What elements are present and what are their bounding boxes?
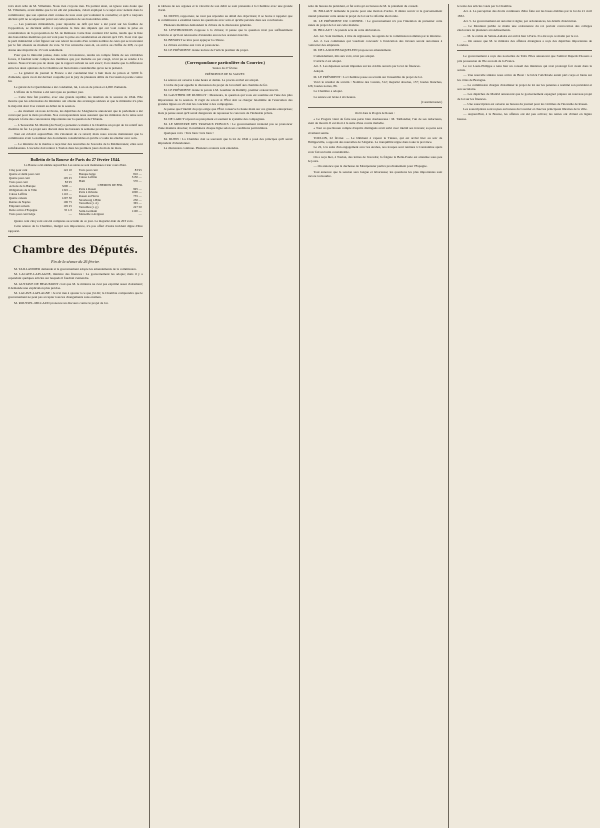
paragraph: nette du bureau du président, et fut renvoyé au bureau de M. le président du conseil. <box>307 4 419 8</box>
paragraph: M. GAUTHIER DE RUMILLY : Messieurs, la question qui vous est soumise est l'une des plus importantes de la session. Il s'agit de savoir si l'État doit se charger lui-même de l'exécution des grandes lignes ou s'il doit les concéder à des compagnies. <box>157 93 293 106</box>
rate-label: Versailles (r. d.) <box>78 201 99 206</box>
rate-label: Quatre canaux <box>9 196 27 201</box>
column-2 <box>158 4 300 828</box>
rate-value: 735 — <box>133 193 142 198</box>
column-1 <box>8 4 150 828</box>
paragraph: Art. 1er. Sont institués, à titre de régisseurs, les agents de la commission nommés par le ministre. <box>313 33 442 38</box>
paragraph: La Chambre a adopté. <box>313 89 343 94</box>
paragraph: M. LACAVE-LAPLAGNE, ministre des finances : Le gouvernement les adopte; mais il y a cependant quelques articles sur lesquels il faudrait s'entendre. <box>8 272 143 281</box>
rate-value: 1000 — <box>131 190 142 195</box>
paragraph: Art. 3. Les dépenses seront imputées sur les crédits ouverts par la loi de finances. <box>313 64 421 68</box>
rate-value: 105 25 <box>63 204 72 209</box>
paragraph: — On annonce que la duchesse de Montpensier partira prochainement pour l'Espagne. <box>313 164 428 169</box>
rate-value: — <box>68 212 72 217</box>
rate-label: Actions de la Banque <box>9 184 36 189</box>
paragraph: Cette séance de la Chambre, malgré son importance, n'a pas offert d'autre incident digne d'être rapporté. <box>8 224 143 233</box>
paragraph: — Le Moniteur publie ce matin une ordonnance du roi portant convocation des collèges électoraux de plusieurs arrondissements. <box>457 24 592 33</box>
paragraph: Quatre cent cinq voix ont été comptées au scrutin de ce jour. La majorité était de 203 voix. <box>14 219 134 224</box>
paragraph: — On assure que M. le ministre des affaires étrangères a reçu des dépêches importantes de Londres. <box>457 38 592 47</box>
paragraph: M. TAILLANDIER demande si le gouvernement adopte les amendements de la commission. <box>14 266 137 271</box>
section-header: On lit dans le Progrès de Rouen : <box>355 110 395 115</box>
rate-value: 5150 — <box>131 175 142 180</box>
rate-value: 83 95 <box>134 168 142 172</box>
bourse-title: Bulletin de la Bourse de Paris du 27 février 1844. <box>30 157 121 162</box>
paragraph: Quelques voix : Très bien ! très bien ! <box>163 131 214 136</box>
paragraph: voix était celle de M. Villemain. Nous n'en croyons rien. En parlant ainsi, on ignore sans doute que M. Villemain, avant même que la loi eût été présentée, s'était expliqué à ce sujet avec netteté dans la commission; que son opinion était connue de tous ceux qui voulaient la connaître; et qu'il a toujours déclaré qu'il ne se séparerait point sur cette question de ses honorables amis. <box>8 4 143 21</box>
paragraph: Les souscriptions sont reçues au bureau du Courrier et chez les principaux libraires de la ville. <box>463 107 588 111</box>
rate-value: — <box>68 172 72 177</box>
paragraph: Voici le résultat du scrutin : Nombre des votants, 312; majorité absolue, 157; boules blanches, 226; boules noires, 86. <box>307 79 443 88</box>
rate-value: 230 — <box>133 197 142 202</box>
table-row <box>78 213 143 217</box>
paragraph: — Le ministre de la marine a reçu hier des nouvelles de l'escadre de la Méditerranée; elles sont satisfaisantes. L'escadre doit rentrer à Toulon dans les premiers jours du mois de mars. <box>8 141 143 150</box>
paragraph: Tout est éclairci aujourd'hui. On s'étonnait de ce retard; mais nous savons maintenant que la commission avait à examiner des documents considérables et qu'elle a voulu les étudier avec soin. <box>8 132 143 141</box>
rates-table-right <box>78 169 143 217</box>
divider <box>158 56 293 57</box>
paragraph: — L'honorable M. Martin (du Nord) a présenté ce matin à la Chambre un projet de loi relatif aux chemins de fer. Le projet sera discuté dans les bureaux la semaine prochaine. <box>8 122 143 131</box>
paragraph: M. DE LARCY répond au préopinant et soutient le système des compagnies. <box>163 116 266 121</box>
rate-value: 1345 — <box>61 188 72 193</box>
rate-value: 570 — <box>133 179 142 184</box>
rate-value: 1297 50 <box>61 196 72 201</box>
rate-label: Paris à Rouen <box>78 186 97 191</box>
session-title: (Correspondance particulière du Courrier.) <box>185 59 265 65</box>
rate-label: Trois pour cent <box>78 168 98 172</box>
paragraph: Plusieurs membres demandent la clôture de la discussion générale. <box>163 23 252 27</box>
divider <box>8 236 143 237</box>
rates-table-left <box>8 169 73 217</box>
divider <box>457 50 592 51</box>
rate-label: Quatre pour cent <box>9 176 30 181</box>
paragraph: La séance est levée à six heures. <box>313 94 357 99</box>
rate-label: Marseille à Avignon <box>78 212 104 217</box>
rate-value: 3200 — <box>61 184 72 189</box>
paragraph: Adopté. <box>313 69 325 74</box>
rate-label: Rentes de Naples <box>9 200 31 205</box>
paragraph: le tableau de ses organes et la véracité de son débit se sont présentés à la Chambre avec une grande clarté. <box>157 4 293 13</box>
rate-label: Banque belge <box>78 171 96 176</box>
session-subtitle: Séance du 27 février. <box>212 65 238 70</box>
rate-label: Paris à Orléans <box>78 190 98 195</box>
column-3 <box>308 4 450 828</box>
paragraph: M. LACAVE-LAPLAGNE : Je n'ai rien à ajouter à ce que j'ai dit; la Chambre comprendra que le gouvernement ne peut pas accepter tous les changements sans examen. <box>8 291 143 300</box>
rate-label: Dette active d'Espagne <box>9 208 38 213</box>
rate-label: Caisse Laffitte <box>78 175 97 180</box>
rate-value: 105 25 <box>63 176 72 181</box>
rate-label: Trois pour cent <box>9 180 28 185</box>
paragraph: — Cette liste fait paraître, avec une grande rapidité, les résultats de la session de 1844. Elle montre que les adversaires du ministère ont obtenu des avantages sérieux et que le ministère n'a plus la majorité dont il se vantait au début de la session. <box>8 95 143 108</box>
paragraph: M. LE PRÉSIDENT donne lecture de l'article premier du projet. <box>163 48 249 53</box>
paragraph: Pour que la minorité puisse, dans cette circonstance, rendre un compte fidèle de ses véritables forces, il faudrait tenir compte des membres qui, par maladie ou par congé, n'ont pu se rendre à la séance. Nous n'avons pas de doute que le rapport suivant ne soit exact; il en résulte que la différence entre les deux opinions de la Chambre est bien moins considérable qu'on ne le prétend. <box>8 52 143 70</box>
president-line: PRÉSIDENCE DE M. SAUZET. <box>205 71 246 76</box>
rate-label: Emprunt romain <box>9 204 30 209</box>
rate-value: 1100 — <box>131 208 142 213</box>
col1-top <box>8 4 143 150</box>
rate-label: Obligations de la Ville <box>9 188 37 193</box>
paragraph: — Au moment où nous écrivons, les dépêches de l'Angleterre annoncent que le parlement a été convoqué pour le mois prochain. Nos correspondants nous assurent que les ministres de la reine sont disposés à faire des concessions importantes sur la question de l'Irlande. <box>8 108 143 122</box>
paragraph: — Les dépêches de Madrid annoncent que le gouvernement espagnol prépare un nouveau projet de loi sur les finances. <box>457 92 592 101</box>
rate-label: Haïti <box>78 179 86 184</box>
paragraph: La discussion continue. Plusieurs orateurs sont entendus. <box>163 146 239 150</box>
source-credit: (Constitutionnel.) <box>421 99 443 104</box>
paragraph: Le gérant de la Quotidienne a été condamné, lui, à un an de prison et 4,000 d'amende. <box>14 84 128 89</box>
rate-label: Quatre et demi pour cent <box>9 172 40 177</box>
chambre-subtitle: Fin de la séance du 26 février. <box>51 258 100 264</box>
rates-section-header: CHEMINS DE FER. <box>97 182 123 187</box>
paragraph: M. BILLAUT demande la parole pour une motion d'ordre. Il désire savoir si le gouvernement entend présenter cette année le projet de loi sur la réforme électorale. <box>307 9 443 18</box>
rate-label: Versailles (r. g.) <box>78 205 99 210</box>
paragraph: M. BENOIST se lève pour appuyer la clôture. <box>163 37 225 42</box>
paragraph: La clôture est mise aux voix et prononcée. <box>163 43 220 47</box>
paragraph: — Le général du journal la France a été condamné hier à huit mois de prison et 3,000 fr. d'amende, après avoir été déclaré coupable par le jury de plusieurs délits de l'accusation portée contre lui. <box>8 70 143 84</box>
rate-label: Cinq pour cent <box>9 168 28 173</box>
rate-value: 122 10 <box>63 168 72 173</box>
rate-value: 995 — <box>133 186 142 191</box>
paragraph: Art. 2. Les communes qui voudront concourir à l'exécution des travaux seront autorisées à contracter des emprunts. <box>307 38 443 47</box>
paragraph: — M. le comte de Sainte-Aulaire est arrivé hier à Paris. Il a été reçu ce matin par le roi. <box>463 33 579 38</box>
paragraph: « Le Progrès vient de faire une perte bien douloureuse : M. Taillandier, l'un de ses rédacteurs, vient de mourir. Il est mort à la suite d'une courte maladie. <box>307 116 443 125</box>
paragraph: — Une nouvelle sinistre nous arrive de Brest : le brick l'Alcibiade aurait péri corps et biens sur les côtes de Bretagne. <box>457 73 592 82</box>
bourse-subtitle: La Bourse a été animée aujourd'hui. Les rentes se sont maintenues à leur cours d'hier. <box>24 163 127 167</box>
paragraph: TOULON, 22 février. — Le bâtiment à vapeur le Ténare, qui est arrivé hier au soir de Philippeville, a apporté des nouvelles de l'Algérie. La tranquillité règne dans toute la province. <box>307 135 443 144</box>
paragraph: M. LE PRÉSIDENT donne la parole à M. Gauthier de Rumilly, premier orateur inscrit. <box>163 88 279 92</box>
paragraph: M. DUPIN, rapporteur, ne veut pas répondre au détail des objections; il se borne à rappeler que la commission a examiné toutes les questions avec soin et qu'elle persiste dans ses conclusions. <box>157 13 293 22</box>
paragraph: M. LESTIBOUDOIS s'oppose à la clôture; il pense que la question n'est pas suffisamment éclaircie et qu'il est nécessaire d'entendre encore les orateurs inscrits. <box>157 28 293 37</box>
paragraph: L'affaire de la Nation a été renvoyée au premier jour. <box>14 89 84 94</box>
rate-label: Strasbourg à Bâle <box>78 197 101 202</box>
paragraph: — Une souscription est ouverte au bureau du journal pour les victimes de l'incendie de Rouen. <box>463 101 588 106</box>
paragraph: On a reçu hier, à Toulon, des lettres de l'escadre; la frégate la Belle-Poule est attendue sous peu de jours. <box>307 154 443 163</box>
paragraph: Tout annonce que la session sera longue et laborieuse; les questions les plus importantes sont encore à résoudre. <box>307 169 443 178</box>
rates-tables <box>8 169 143 217</box>
paragraph: Art. 5. Le gouvernement est autorisé à régler, par ordonnances, les détails d'exécution. <box>463 18 577 23</box>
paragraph: M. GUSTAVE DE BEAUMONT croit que M. le ministre ne s'est pas exprimé assez clairement; il demande une explication plus précise. <box>8 281 143 290</box>
paragraph: L'amendement, mis aux voix, n'est pas adopté. <box>313 53 375 58</box>
text-columns <box>8 4 592 828</box>
paragraph: M. LE PRÉSIDENT DU CONSEIL : Le gouvernement n'a pas l'intention de présenter cette année de projet de loi sur cette matière. <box>307 18 443 27</box>
paragraph: — Les journaux ministériels, pour répondre au défi qui leur a été porté sur les feuilles de l'opposition, se décident enfin à reproduire la liste des députés qui ont voté contre la prise en considération de la proposition de M. de Rémusat. Cette liste contient 222 noms, tandis que la liste des honorables membres qui ont voté pour la prise en considération en élevait qu'à 195. Il est vrai que le parti ministériel a fait figurer sur son relevé les noms d'un certain nombre de ceux qui se trouvaient par le fait absents au moment du vote. Si l'on retranche ceux-là, on arrive au chiffre de 208, ce qui donne une majorité de 13 voix seulement. <box>8 22 143 52</box>
table-row <box>8 213 73 217</box>
rate-value: 1110 — <box>62 192 72 197</box>
paragraph: Je pense que l'intérêt du pays exige que l'État conserve la haute main sur ces grandes entreprises; mais je pense aussi qu'il serait dangereux de repousser le concours de l'industrie privée. <box>157 107 293 116</box>
column-4 <box>457 4 592 828</box>
rate-value: 227 50 <box>133 205 142 210</box>
paragraph: L'ordre du jour appelle la discussion du projet de loi relatif aux chemins de fer. <box>163 82 268 87</box>
paragraph: M. LE MINISTRE DES TRAVAUX PUBLICS : Le gouvernement n'entend pas se prononcer d'une manière absolue; il examinera chaque ligne selon ses conditions particulières. <box>157 121 293 130</box>
rate-label: Trois pour cent belge <box>9 212 36 217</box>
divider <box>308 107 443 108</box>
paragraph: Le 22, à la suite d'un engagement avec les Arabes, nos troupes sont rentrées à Constantine après avoir fait un butin considérable. <box>307 145 443 154</box>
paragraph: La séance est ouverte à une heure et demie. Le procès-verbal est adopté. <box>163 77 259 82</box>
paragraph: M. DE LA ROCHEJAQUELEIN propose un amendement. <box>313 48 392 53</box>
paragraph: M. DUPIN : La Chambre doit se souvenir que la loi de 1842 a posé des principes qu'il serait imprudent d'abandonner. <box>157 136 293 145</box>
paragraph: Art. 4. La perception des droits continuera d'être faite sur les bases établies par la loi du 21 avril 1832. <box>457 9 592 18</box>
chambre-title: Chambre des Députés. <box>12 241 139 256</box>
rate-value: 35 1/2 <box>64 208 72 213</box>
paragraph: Le roi Louis-Philippe a tenu hier un conseil des ministres qui s'est prolongé fort avant dans la soirée. <box>457 63 592 72</box>
paragraph: M. BILLAUT : Je prends acte de cette déclaration. <box>313 28 381 33</box>
paragraph: « Tout ce que Rouen compte d'esprits distingués avait suivi avec intérêt ses travaux; sa perte sera vivement sentie. <box>307 126 443 135</box>
paragraph: le texte des articles votés par la Chambre. <box>457 4 513 8</box>
rate-value: 810 — <box>133 171 142 176</box>
paragraph: L'article 2 est adopté. <box>313 58 342 63</box>
rate-value: — <box>138 212 142 217</box>
rate-value: 365 — <box>133 201 142 206</box>
rate-label: Saint-Germain <box>78 208 98 213</box>
rate-value: 83 95 <box>64 180 72 185</box>
paragraph: Le gouvernement a reçu des nouvelles de Taïti. Elles annoncent que l'amiral Dupetit-Thouars a pris possession de l'île au nom de la France. <box>457 54 592 63</box>
rate-label: Rouen au Havre <box>78 193 99 198</box>
rate-value: 106 75 <box>63 200 72 205</box>
paragraph: M. ROUSSEL-MILLAUD prononce un discours contre le projet de loi. <box>14 300 109 305</box>
paragraph: — Aujourd'hui, à la Bourse, les affaires ont été peu actives; les rentes ont clôturé en légère hausse. <box>457 112 592 121</box>
paragraph: M. LE PRÉSIDENT : La Chambre passe au scrutin sur l'ensemble du projet de loi. <box>313 74 423 79</box>
paragraph: — La commission chargée d'examiner le projet de loi sur les patentes a nommé son président et son secrétaire. <box>457 82 592 91</box>
rate-label: Caisse Laffitte <box>9 192 28 197</box>
divider <box>8 153 143 154</box>
